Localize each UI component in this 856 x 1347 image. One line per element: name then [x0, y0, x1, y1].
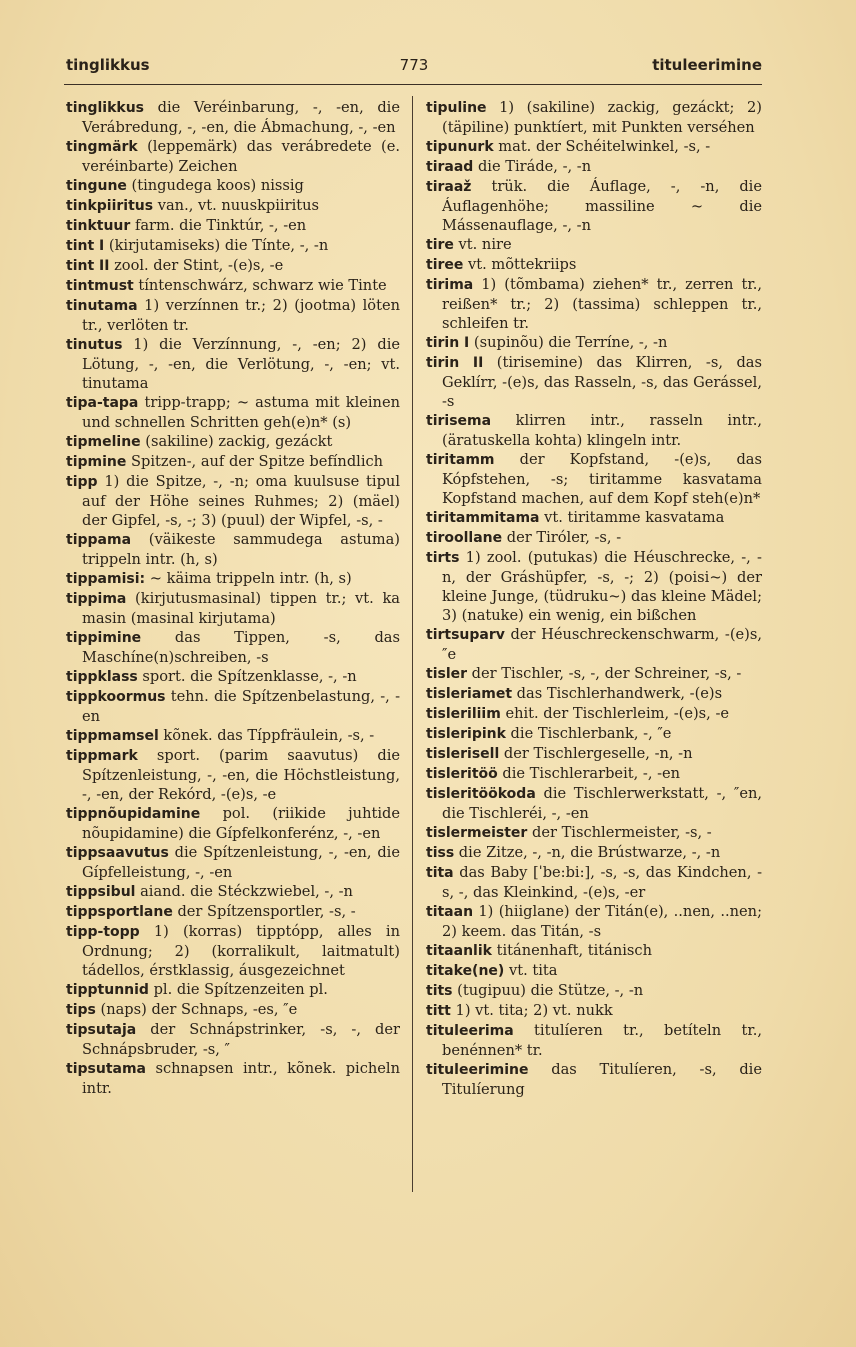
entry-headword: tire — [426, 237, 454, 253]
entry-headword: tisleriamet — [426, 686, 513, 702]
entry-definition: aiand. die Stéckzwiebel, -, -n — [135, 883, 353, 900]
entry-definition: tíntenschwárz, schwarz wie Tinte — [133, 277, 387, 294]
column-divider — [412, 96, 413, 1192]
entry-headword: tirts — [426, 550, 460, 566]
dictionary-entry — [426, 1021, 762, 1060]
entry-headword: tislerisell — [426, 746, 500, 762]
entry-definition: pl. die Spítzenzeiten pl. — [148, 981, 328, 998]
dictionary-entry — [426, 664, 762, 684]
entry-headword: tirin I — [426, 335, 470, 351]
entry-headword: tiroollane — [426, 530, 503, 546]
entry-definition: vt. tiritamme kasvatama — [539, 509, 725, 526]
dictionary-entry — [66, 530, 400, 569]
entry-definition: die Tischlerbank, -, ″e — [505, 725, 672, 742]
entry-definition: das Tippen, -s, das Maschíne(n)schreiben, -s — [82, 629, 400, 666]
dictionary-entry — [426, 235, 762, 255]
entry-headword: tipsutama — [66, 1061, 146, 1077]
entry-headword: titake(ne) — [426, 963, 505, 979]
entry-headword: tiraad — [426, 159, 474, 175]
entry-headword: tips — [66, 1002, 96, 1018]
entry-definition: titánenhaft, titánisch — [491, 942, 652, 959]
dictionary-entry — [66, 804, 400, 843]
entry-headword: titaan — [426, 904, 474, 920]
entry-definition: pol. (riikide juhtide nõupidamine) die Gípfelkonferénz, -, -en — [82, 805, 400, 842]
dictionary-entry — [66, 137, 400, 176]
dictionary-entry — [426, 450, 762, 508]
entry-definition: (väikeste sammudega astuma) trippeln intr. (h, s) — [82, 531, 400, 568]
entry-definition: 1) die Verzínnung, -, -en; 2) die Lötung, -, -en, die Verlötung, -, -en; vt. tinutama — [82, 336, 400, 392]
entry-headword: tintmust — [66, 278, 134, 294]
entry-definition: (naps) der Schnaps, -es, ″e — [95, 1001, 298, 1018]
entry-definition: Spitzen-, auf der Spitze befíndlich — [126, 453, 384, 470]
dictionary-entry — [426, 508, 762, 528]
entry-headword: tirin II — [426, 355, 484, 371]
entry-headword: tippsaavutus — [66, 845, 169, 861]
dictionary-entry — [66, 980, 400, 1000]
entry-definition: 1) zool. (putukas) die Héuschrecke, -, -n, der Gráshüpfer, -s, -; 2) (poisi~) der kleine Junge, (tüdruku~) das kleine Mädel; 3) (natuke) ein wenig, ein bißchen — [442, 549, 762, 624]
entry-definition: (kirjutusmasinal) tippen tr.; vt. ka masin (masinal kirjutama) — [82, 590, 400, 627]
dictionary-entry — [426, 784, 762, 823]
entry-headword: tiree — [426, 257, 464, 273]
entry-definition: das Tischlerhandwerk, -(e)s — [512, 685, 723, 702]
entry-definition: schnapsen intr., kõnek. picheln intr. — [82, 1060, 400, 1097]
right-column — [426, 98, 762, 1099]
dictionary-entry — [426, 823, 762, 843]
entry-headword: tiritamm — [426, 452, 495, 468]
dictionary-entry — [66, 176, 400, 196]
entry-definition: 1) (hiiglane) der Titán(e), ..nen, ..nen; 2) keem. das Titán, -s — [442, 903, 762, 940]
entry-definition: (tugipuu) die Stütze, -, -n — [452, 982, 644, 999]
dictionary-entry — [426, 177, 762, 235]
entry-definition: ~ käima trippeln intr. (h, s) — [145, 570, 352, 587]
entry-headword: tisleritöö — [426, 766, 498, 782]
entry-headword: tinktuur — [66, 218, 131, 234]
entry-definition: die Zitze, -, -n, die Brústwarze, -, -n — [454, 844, 721, 861]
dictionary-entry — [426, 98, 762, 137]
dictionary-entry — [426, 157, 762, 177]
entry-definition: (supinõu) die Terríne, -, -n — [469, 334, 668, 351]
dictionary-entry — [426, 1060, 762, 1099]
entry-headword: tipsutaja — [66, 1022, 137, 1038]
dictionary-entry — [426, 941, 762, 961]
dictionary-entry — [426, 548, 762, 625]
entry-headword: tippklass — [66, 669, 138, 685]
dictionary-entry — [426, 528, 762, 548]
entry-definition: 1) (tõmbama) ziehen* tr., zerren tr., reißen* tr.; 2) (tassima) schleppen tr., schleifen tr. — [442, 276, 762, 332]
dictionary-entry — [66, 335, 400, 393]
entry-headword: tirima — [426, 277, 474, 293]
entry-definition: 1) verzínnen tr.; 2) (jootma) löten tr., verlöten tr. — [82, 297, 400, 334]
dictionary-entry — [426, 704, 762, 724]
entry-definition: der Héuschreckenschwarm, -(e)s, ″e — [442, 626, 762, 663]
entry-definition: sport. (parim saavutus) die Spítzenleistung, -, -en, die Höchstleistung, -, -en, der Rekórd, -(e)s, -e — [82, 747, 400, 803]
dictionary-entry — [66, 1020, 400, 1059]
entry-headword: tipunurk — [426, 139, 494, 155]
entry-headword: tipa-tapa — [66, 395, 139, 411]
dictionary-entry — [66, 393, 400, 432]
dictionary-entry — [426, 684, 762, 704]
entry-definition: 1) (sakiline) zackig, gezáckt; 2) (täpiline) punktíert, mit Punkten verséhen — [442, 99, 762, 136]
entry-headword: titaanlik — [426, 943, 492, 959]
entry-headword: tiraaž — [426, 179, 472, 195]
entry-definition: der Kopfstand, -(e)s, das Kópfstehen, -s; tiritamme kasvatama Kopfstand machen, auf dem Kopf steh(e)n* — [442, 451, 762, 507]
entry-headword: tippsibul — [66, 884, 136, 900]
dictionary-entry — [66, 452, 400, 472]
entry-headword: titt — [426, 1003, 451, 1019]
entry-headword: tippmark — [66, 748, 138, 764]
dictionary-entry — [66, 589, 400, 628]
dictionary-entry — [426, 1001, 762, 1021]
entry-definition: klirren intr., rasseln intr., (äratuskella kohta) klingeln intr. — [442, 412, 762, 449]
entry-headword: tippimine — [66, 630, 142, 646]
dictionary-entry — [66, 687, 400, 726]
entry-definition: die Tischlerwerkstatt, -, ″en, die Tischleréi, -, -en — [442, 785, 762, 822]
entry-headword: tipmine — [66, 454, 127, 470]
dictionary-entry — [66, 746, 400, 804]
entry-definition: vt. mõttekriips — [463, 256, 577, 273]
entry-definition: die Veréinbarung, -, -en, die Verábredung, -, -en, die Ábmachung, -, -en — [82, 99, 400, 136]
dictionary-entry — [426, 353, 762, 411]
entry-headword: tisleriliim — [426, 706, 501, 722]
page-number: 773 — [399, 56, 429, 74]
dictionary-entry — [426, 724, 762, 744]
entry-definition: der Tiróler, -s, - — [502, 529, 622, 546]
entry-definition: (kirjutamiseks) die Tínte, -, -n — [104, 237, 329, 254]
entry-definition: der Tischlergeselle, -n, -n — [499, 745, 693, 762]
dictionary-entry — [426, 863, 762, 902]
entry-headword: tippsportlane — [66, 904, 173, 920]
dictionary-entry — [66, 472, 400, 530]
dictionary-entry — [426, 843, 762, 863]
entry-headword: tinglikkus — [66, 100, 144, 116]
entry-headword: tituleerimine — [426, 1062, 529, 1078]
dictionary-entry — [426, 255, 762, 275]
dictionary-entry — [66, 1000, 400, 1020]
dictionary-entry — [66, 296, 400, 335]
entry-definition: das Baby [ˈbe:bi:], -s, -s, das Kindchen, -s, -, das Kleinkind, -(e)s, -er — [442, 864, 762, 901]
entry-definition: kõnek. das Típpfräulein, -s, - — [158, 727, 375, 744]
entry-headword: tisler — [426, 666, 468, 682]
entry-definition: der Tischler, -s, -, der Schreiner, -s, - — [467, 665, 742, 682]
dictionary-entry — [426, 411, 762, 450]
dictionary-entry — [426, 275, 762, 333]
entry-headword: tinutus — [66, 337, 123, 353]
entry-definition: die Tischlerarbeit, -, -en — [497, 765, 681, 782]
dictionary-entry — [66, 628, 400, 667]
entry-headword: tipptunnid — [66, 982, 149, 998]
entry-headword: tippima — [66, 591, 127, 607]
entry-definition: (sakiline) zackig, gezáckt — [140, 433, 333, 450]
dictionary-entry — [426, 981, 762, 1001]
entry-definition: trük. die Áuflage, -, -n, die Áuflagenhöhe; massiline ~ die Mássenauflage, -, -n — [442, 178, 762, 234]
entry-headword: tisleripink — [426, 726, 506, 742]
entry-headword: tislermeister — [426, 825, 528, 841]
entry-definition: sport. die Spítzenklasse, -, -n — [137, 668, 357, 685]
entry-definition: van., vt. nuuskpiiritus — [153, 197, 319, 214]
entry-headword: tippkoormus — [66, 689, 166, 705]
entry-definition: zool. der Stint, -(e)s, -e — [109, 257, 284, 274]
entry-headword: tinutama — [66, 298, 138, 314]
entry-headword: tippama — [66, 532, 132, 548]
left-guideword: tinglikkus — [66, 56, 150, 74]
entry-definition: tripp-trapp; ~ astuma mit kleinen und schnellen Schritten geh(e)n* (s) — [82, 394, 400, 431]
entry-headword: tipp-topp — [66, 924, 140, 940]
entry-definition: 1) die Spitze, -, -n; oma kuulsuse tipul auf der Höhe seines Ruhmes; 2) (mäel) der Gipfel, -s, -; 3) (puul) der Wipfel, -s, - — [82, 473, 400, 529]
entry-definition: die Tiráde, -, -n — [473, 158, 592, 175]
dictionary-entry — [426, 744, 762, 764]
entry-definition: (leppemärk) das verábredete (e. veréinbarte) Zeichen — [82, 138, 400, 175]
entry-headword: tiritammitama — [426, 510, 540, 526]
entry-definition: mat. der Schéitelwinkel, -s, - — [493, 138, 711, 155]
entry-definition: der Spítzensportler, -s, - — [172, 903, 356, 920]
dictionary-entry — [66, 726, 400, 746]
entry-headword: tisleritöökoda — [426, 786, 536, 802]
entry-definition: der Schnápstrinker, -s, -, der Schnápsbruder, -s, ″ — [82, 1021, 400, 1058]
entry-headword: tituleerima — [426, 1023, 514, 1039]
entry-definition: 1) vt. tita; 2) vt. nukk — [450, 1002, 613, 1019]
entry-headword: tirisema — [426, 413, 492, 429]
running-head — [66, 56, 762, 80]
dictionary-entry — [66, 882, 400, 902]
entry-definition: 1) (korras) tipptópp, alles in Ordnung; 2) (korralikult, laitmatult) tádellos, érstklassig, áusgezeichnet — [82, 923, 400, 979]
right-guideword: tituleerimine — [652, 56, 762, 74]
entry-headword: tingune — [66, 178, 127, 194]
dictionary-entry — [426, 333, 762, 353]
dictionary-entry — [426, 764, 762, 784]
dictionary-entry — [66, 216, 400, 236]
entry-definition: (tingudega koos) nissig — [126, 177, 304, 194]
entry-headword: tipmeline — [66, 434, 141, 450]
dictionary-entry — [66, 196, 400, 216]
dictionary-entry — [66, 98, 400, 137]
entry-headword: tirtsuparv — [426, 627, 505, 643]
entry-headword: tipuline — [426, 100, 487, 116]
dictionary-entry — [66, 843, 400, 882]
dictionary-entry — [426, 961, 762, 981]
dictionary-entry — [66, 1059, 400, 1098]
entry-headword: tippnõupidamine — [66, 806, 201, 822]
entry-headword: tinkpiiritus — [66, 198, 154, 214]
dictionary-entry — [66, 276, 400, 296]
entry-definition: (tirisemine) das Klirren, -s, das Geklírr, -(e)s, das Rasseln, -s, das Gerássel, -s — [442, 354, 762, 410]
entry-headword: tiss — [426, 845, 455, 861]
dictionary-entry — [426, 137, 762, 157]
entry-definition: vt. nire — [453, 236, 512, 253]
entry-headword: tint II — [66, 258, 110, 274]
entry-definition: die Spítzenleistung, -, -en, die Gípfelleistung, -, -en — [82, 844, 400, 881]
dictionary-entry — [66, 256, 400, 276]
entry-headword: tippamisi: — [66, 571, 146, 587]
dictionary-entry — [66, 902, 400, 922]
entry-headword: tipp — [66, 474, 98, 490]
entry-definition: farm. die Tinktúr, -, -en — [130, 217, 307, 234]
dictionary-entry — [66, 667, 400, 687]
entry-definition: das Titulíeren, -s, die Titulíerung — [442, 1061, 762, 1098]
entry-definition: ehit. der Tischlerleim, -(e)s, -e — [500, 705, 730, 722]
entry-headword: tint I — [66, 238, 105, 254]
dictionary-entry — [66, 236, 400, 256]
entry-headword: tita — [426, 865, 454, 881]
dictionary-entry — [66, 432, 400, 452]
entry-definition: vt. tita — [504, 962, 558, 979]
dictionary-entry — [426, 902, 762, 941]
header-rule — [64, 84, 762, 85]
entry-headword: tits — [426, 983, 453, 999]
dictionary-entry — [66, 569, 400, 589]
entry-definition: der Tischlermeister, -s, - — [527, 824, 712, 841]
entry-definition: tehn. die Spítzenbelastung, -, -en — [82, 688, 400, 725]
dictionary-entry — [426, 625, 762, 664]
entry-headword: tingmärk — [66, 139, 138, 155]
entry-definition: titulíeren tr., betíteln tr., benénnen* tr. — [442, 1022, 762, 1059]
entry-headword: tippmamsel — [66, 728, 159, 744]
left-column — [66, 98, 400, 1098]
dictionary-entry — [66, 922, 400, 980]
